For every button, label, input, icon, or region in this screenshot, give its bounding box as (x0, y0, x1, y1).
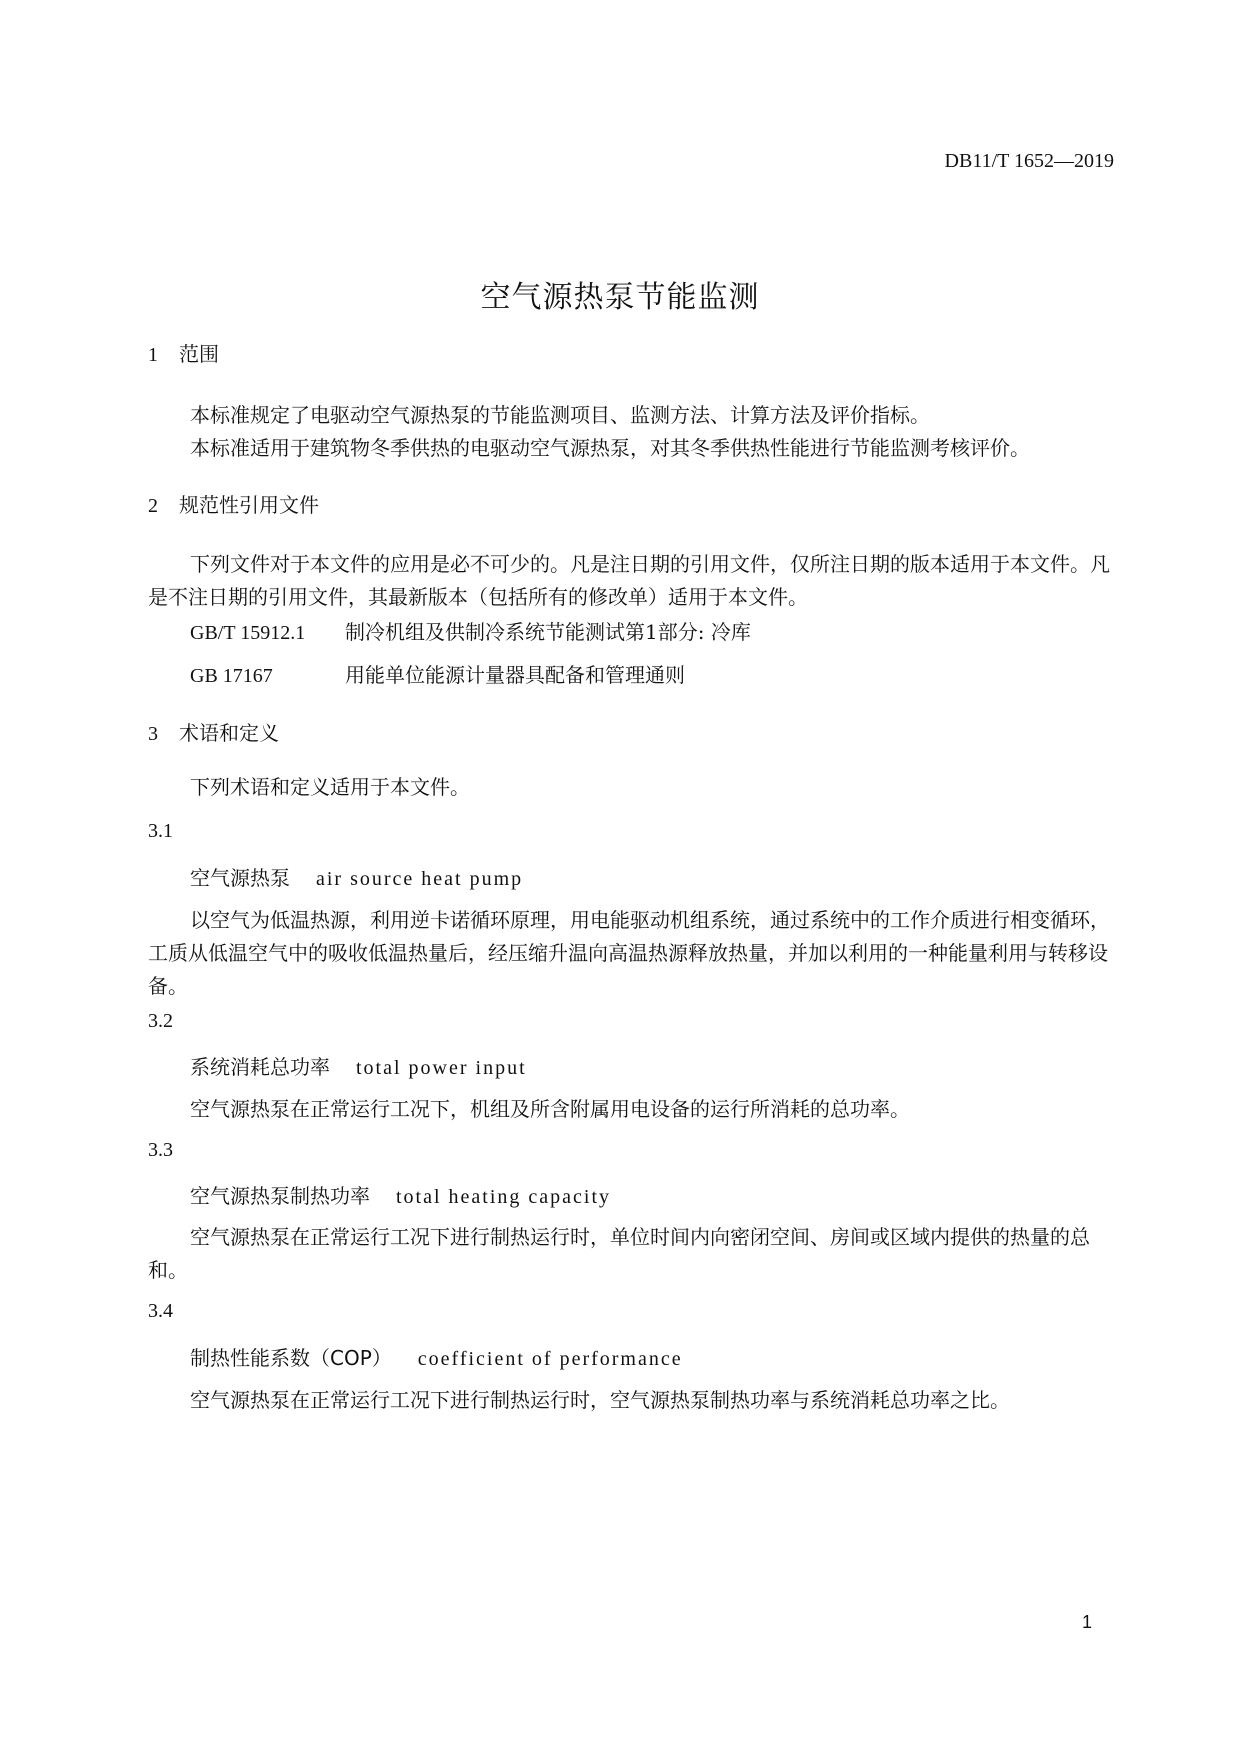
section-number: 3 (148, 723, 158, 745)
term-zh: 空气源热泵制热功率 (190, 1184, 370, 1208)
section-title: 范围 (179, 342, 219, 366)
reference-item (190, 616, 751, 645)
term-heading (190, 1342, 683, 1371)
term-heading (190, 862, 523, 891)
paragraph: 本标准规定了电驱动空气源热泵的节能监测项目、监测方法、计算方法及评价指标。 (190, 403, 930, 427)
term-zh: 系统消耗总功率 (190, 1055, 330, 1079)
reference-item (190, 659, 685, 688)
term-heading (190, 1180, 611, 1209)
paragraph: 下列文件对于本文件的应用是必不可少的。凡是注日期的引用文件，仅所注日期的版本适用于本文件。凡是不注日期的引用文件，其最新版本（包括所有的修改单）适用于本文件。 (148, 552, 1110, 609)
reference-code: GB 17167 (190, 665, 273, 687)
section-1-heading (148, 338, 219, 367)
section-number: 2 (148, 495, 158, 517)
page-number: 1 (1081, 1612, 1092, 1632)
term-zh: 空气源热泵 (190, 866, 290, 890)
term-zh: 制热性能系数（COP） (190, 1346, 392, 1370)
term-number: 3.4 (148, 1300, 173, 1322)
paragraph: 本标准适用于建筑物冬季供热的电驱动空气源热泵，对其冬季供热性能进行节能监测考核评价。 (190, 436, 1030, 460)
section-number: 1 (148, 344, 158, 366)
term-number: 3.2 (148, 1010, 173, 1032)
term-definition: 以空气为低温热源，利用逆卡诺循环原理，用电能驱动机组系统，通过系统中的工作介质进行相变循环，工质从低温空气中的吸收低温热量后，经压缩升温向高温热源释放热量，并加以利用的一种能量利用与转移设备。 (148, 908, 1110, 998)
standard-number: DB11/T 1652—2019 (944, 150, 1114, 172)
section-title: 术语和定义 (179, 721, 279, 745)
paragraph: 下列术语和定义适用于本文件。 (190, 775, 470, 799)
term-en: coefficient of performance (417, 1348, 683, 1370)
term-en: air source heat pump (316, 868, 524, 890)
term-definition: 空气源热泵在正常运行工况下进行制热运行时，空气源热泵制热功率与系统消耗总功率之比。 (190, 1388, 1010, 1412)
section-3-heading (148, 717, 279, 746)
reference-title: 制冷机组及供制冷系统节能测试第1部分: 冷库 (345, 620, 751, 644)
section-title: 规范性引用文件 (179, 493, 319, 517)
document-title: 空气源热泵节能监测 (480, 280, 760, 315)
section-2-heading (148, 489, 319, 518)
term-number: 3.1 (148, 820, 173, 842)
reference-title: 用能单位能源计量器具配备和管理通则 (345, 663, 685, 687)
term-definition: 空气源热泵在正常运行工况下进行制热运行时，单位时间内向密闭空间、房间或区域内提供的热量的总和。 (148, 1225, 1090, 1282)
term-definition: 空气源热泵在正常运行工况下，机组及所含附属用电设备的运行所消耗的总功率。 (190, 1097, 910, 1121)
term-en: total heating capacity (396, 1186, 612, 1208)
term-number: 3.3 (148, 1139, 173, 1161)
term-heading (190, 1051, 527, 1080)
reference-code: GB/T 15912.1 (190, 622, 306, 644)
term-en: total power input (356, 1057, 527, 1079)
